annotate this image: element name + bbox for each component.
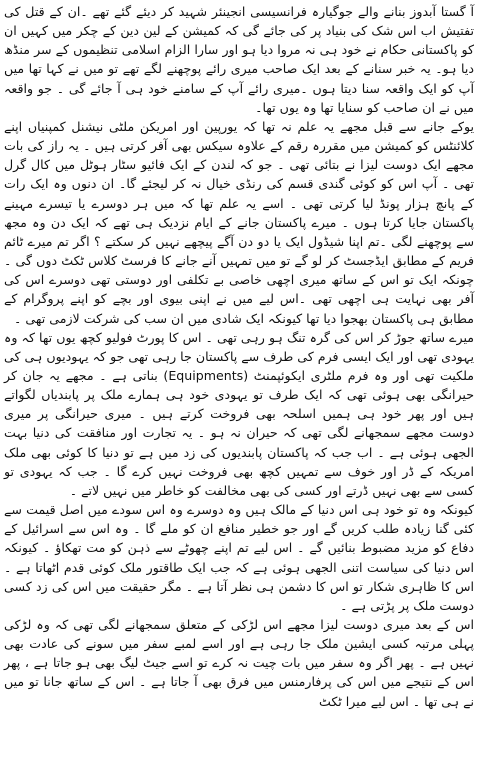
paragraph: آ گستا آبدوز بنانے والے جوگیارہ فرانسیسی انجینئر شہید کر دیئے گئے تھے ۔ان کے قتل کی تفتیش اب اس شک کی بنیاد پر کی جائے گی کہ کمیشن کے لین دین کے چکر میں کہیں ان کو پاکستانی حکام نے خود ہی نہ مروا دیا ہو اور سارا الزام اسلامی تنظیموں کے سر منڈھ دیا ہو۔ یہ خبر سنانے کے بعد ایک صاحب میری رائے پوچھنے لگے تھے تو میں نے کہا تھا میں آپ کو ایک واقعہ سنا دیتا ہوں ۔میری رائے آپ کے سامنے خود ہی آ جائے گی ۔ جو واقعہ میں نے ان صاحب کو سنایا تھا وہ یوں تھا۔ [4, 4, 474, 115]
paragraph: اس کے بعد میری دوست لیزا مجھے اس لڑکی کے متعلق سمجھانے لگی تھی کہ وہ لڑکی پہلی مرتبہ کسی ایشین ملک جا رہی ہے اور اسے لمبے سفر میں سونے کی عادت بھی نہیں ہے ۔ پھر اگر وہ سفر میں بات چیت نہ کرے تو اسے جیٹ لیگ بھی ہو جاتا ہے ، پھر اس کے نتیجے میں اس کی پرفارمنس میں فرق بھی آ جاتا ہے ۔ اس کے ساتھ جانا تو میں نے ہی تھا ۔ اس لیے میرا ٹکٹ [4, 617, 474, 709]
paragraph: یوکے جانے سے قبل مجھے یہ علم نہ تھا کہ یورپین اور امریکن ملٹی نیشنل کمپنیاں اپنے کلائنٹس کو کمیشن میں مقررہ رقم کے علاوہ سیکس بھی آفر کرتی ہیں ۔ یہ راز کی بات مجھے ایک دوست لیزا نے بتائی تھی ۔ جو کہ لندن کے ایک فائیو سٹار ہوٹل میں کال گرل تھی ۔ آپ اس کو کوئی گندی قسم کی رنڈی خیال نہ کر لیجئے گا۔ ان دنوں وہ ایک رات کے پانچ ہزار پونڈ لیا کرتی تھی ۔ اسے یہ علم تھا کہ میں ہر دوسرے یا تیسرے مہینے پاکستان جایا کرتا ہوں ۔ میرے پاکستان جانے کے ایام نزدیک ہی تھے کہ ایک دن وہ مجھ سے پوچھنے لگی ۔تم اپنا شیڈول ایک یا دو دن آگے پیچھے نہیں کر سکتے ؟ اگر تم میرے ٹائم فریم کے مطابق ایڈجسٹ کر لو گے تو میں تمہیں آنے جانے کا فرسٹ کلاس ٹکٹ دوں گی ۔ چونکہ ایک تو اس کے ساتھ میری اچھی خاصی بے تکلفی اور دوستی تھی دوسرے اس کی آفر بھی نہایت ہی اچھی تھی ۔اس لیے میں نے اپنی بیوی اور بچے کو اپنے پروگرام کے مطابق ہی پاکستان بھجوا دیا تھا کیونکہ ایک شادی میں ان سب کی شرکت لازمی تھی ۔ [4, 118, 474, 326]
paragraph: کیونکہ وہ تو خود ہی اس دنیا کے مالک ہیں وہ دوسرے وہ اس سودے میں اصل قیمت سے کئی گنا زیادہ طلب کریں گے اور جو خطیر منافع ان کو ملے گا ۔ وہ اس سے اسرائیل کے دفاع کو مزید مضبوط بنائیں گے ۔ اس لیے تم اپنے چھوٹے سے ذہن کو مت تھکاؤ ۔ کیونکہ اس دنیا کی سیاست اتنی الجھی ہوئی ہے کہ جب ایک طاقتور ملک کوئی قدم اٹھاتا ہے ۔ اس کا ظاہری شکار تو اس کا دشمن ہی نظر آتا ہے ۔ مگر حقیقت میں اس کی زد کسی دوست ملک پر پڑتی ہے ۔ [4, 502, 474, 613]
urdu-text-body [4, 2, 474, 711]
paragraph: میرے ساتھ جوڑ کر اس کی گرہ تنگ ہو رہی تھی ۔ اس کا پورٹ فولیو کچھ یوں تھا کہ وہ یہودی تھی اور ایک ایسی فرم کی طرف سے پاکستان جا رہی تھی جو کہ یہودیوں ہی کی ملکیت تھی اور وہ فرم ملٹری ایکوئپمنٹ (Equipments) بناتی ہے ۔ مجھے یہ جان کر حیرانگی بھی ہوئی تھی کہ ایک طرف تو یہودی خود ہی ہمارے ملک پر پابندیاں لگواتے ہیں اور پھر خود ہی ہمیں اسلحہ بھی فروخت کرتے ہیں ۔ میری حیرانگی پر میری دوست مجھے سمجھانے لگی تھی کہ حیران نہ ہو ۔ یہ تجارت اور منافقت کی دنیا بہت الجھی ہوئی ہے ۔ اب جب کہ پاکستان پابندیوں کی زد میں ہے تو دنیا کا کوئی بھی ملک امریکہ کے ڈر اور خوف سے تمہیں کچھ بھی فروخت نہیں کرے گا ۔ جب کہ یہودی تو کسی سے بھی نہیں ڈرتے اور کسی کی بھی مخالفت کو خاطر میں نہیں لاتے ۔ [4, 329, 474, 498]
